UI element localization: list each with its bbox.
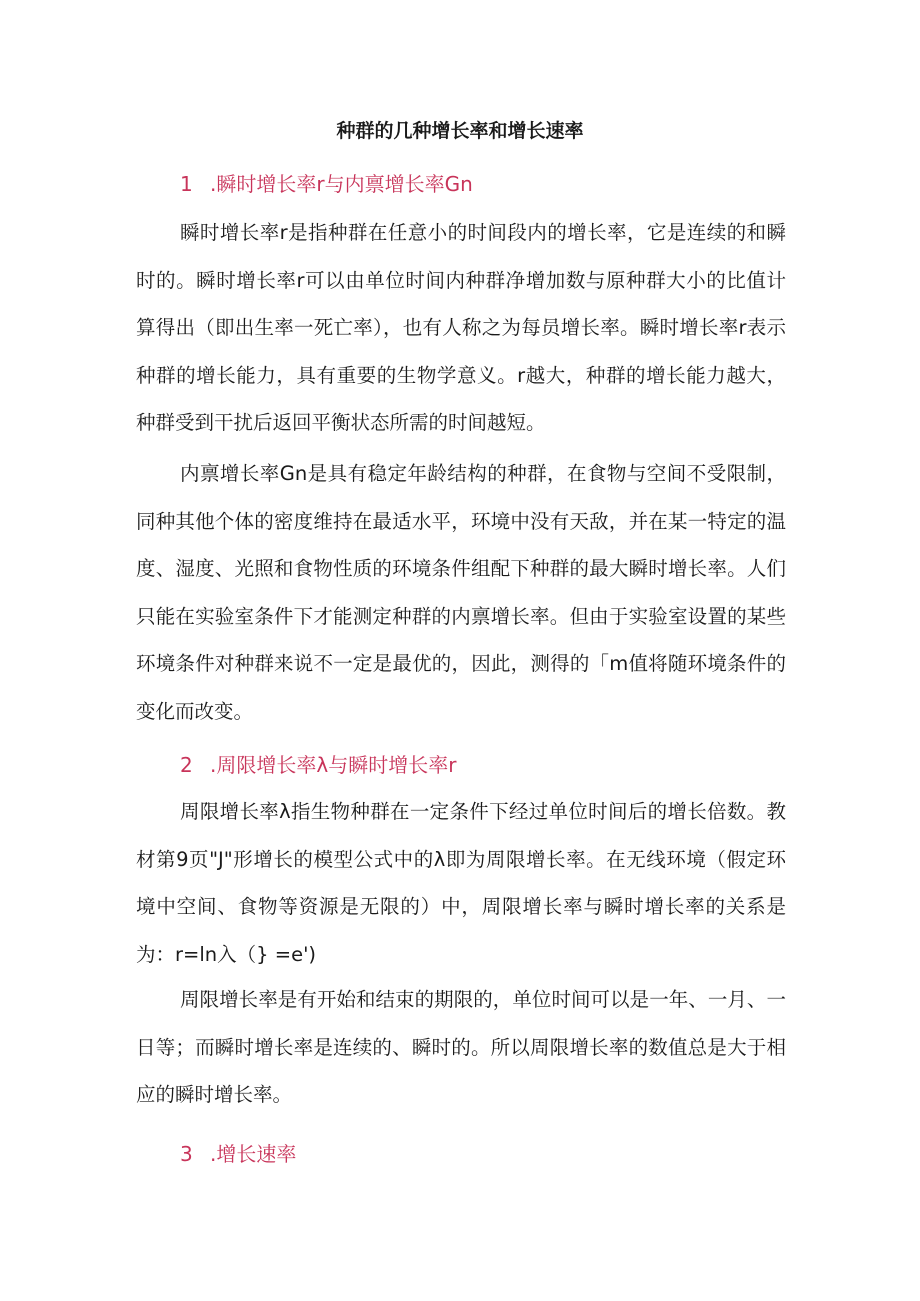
section-heading-text: .瞬时增长率r与内禀增长率Gn xyxy=(210,172,473,196)
section-1-heading xyxy=(180,170,473,198)
paragraph-finite-rate: 周限增长率λ指生物种群在一定条件下经过单位时间后的增长倍数。教材第9页"J"形增长的模型公式中的λ即为周限增长率。在无线环境（假定环境中空间、食物等资源是无限的）中，周限增长率与瞬时增长率的关系是为：r=ln入（} =e') xyxy=(136,800,786,966)
section-number: 1 xyxy=(180,172,193,196)
section-heading-text: .增长速率 xyxy=(210,1142,297,1166)
section-3-heading xyxy=(180,1140,296,1168)
section-number: 2 xyxy=(180,753,193,777)
section-heading-text: .周限增长率λ与瞬时增长率r xyxy=(210,753,457,777)
paragraph-finite-vs-instantaneous: 周限增长率是有开始和结束的期限的，单位时间可以是一年、一月、一日等；而瞬时增长率是连续的、瞬时的。所以周限增长率的数值总是大于相应的瞬时增长率。 xyxy=(136,988,786,1106)
paragraph-instantaneous-rate: 瞬时增长率r是指种群在任意小的时间段内的增长率，它是连续的和瞬时的。瞬时增长率r可以由单位时间内种群净增加数与原种群大小的比值计算得出（即出生率一死亡率），也有人称之为每员增长率。瞬时增长率r表示种群的增长能力，具有重要的生物学意义。r越大，种群的增长能力越大，种群受到干扰后返回平衡状态所需的时间越短。 xyxy=(136,221,786,434)
document-title: 种群的几种增长率和增长速率 xyxy=(336,120,584,142)
section-2-heading xyxy=(180,751,456,779)
section-number: 3 xyxy=(180,1142,193,1166)
paragraph-intrinsic-rate: 内禀增长率Gn是具有稳定年龄结构的种群，在食物与空间不受限制，同种其他个体的密度维持在最适水平，环境中没有天敌，并在某一特定的温度、湿度、光照和食物性质的环境条件组配下种群的最大瞬时增长率。人们只能在实验室条件下才能测定种群的内禀增长率。但由于实验室设置的某些环境条件对种群来说不一定是最优的，因此，测得的「m值将随环境条件的变化而改变。 xyxy=(136,462,786,723)
